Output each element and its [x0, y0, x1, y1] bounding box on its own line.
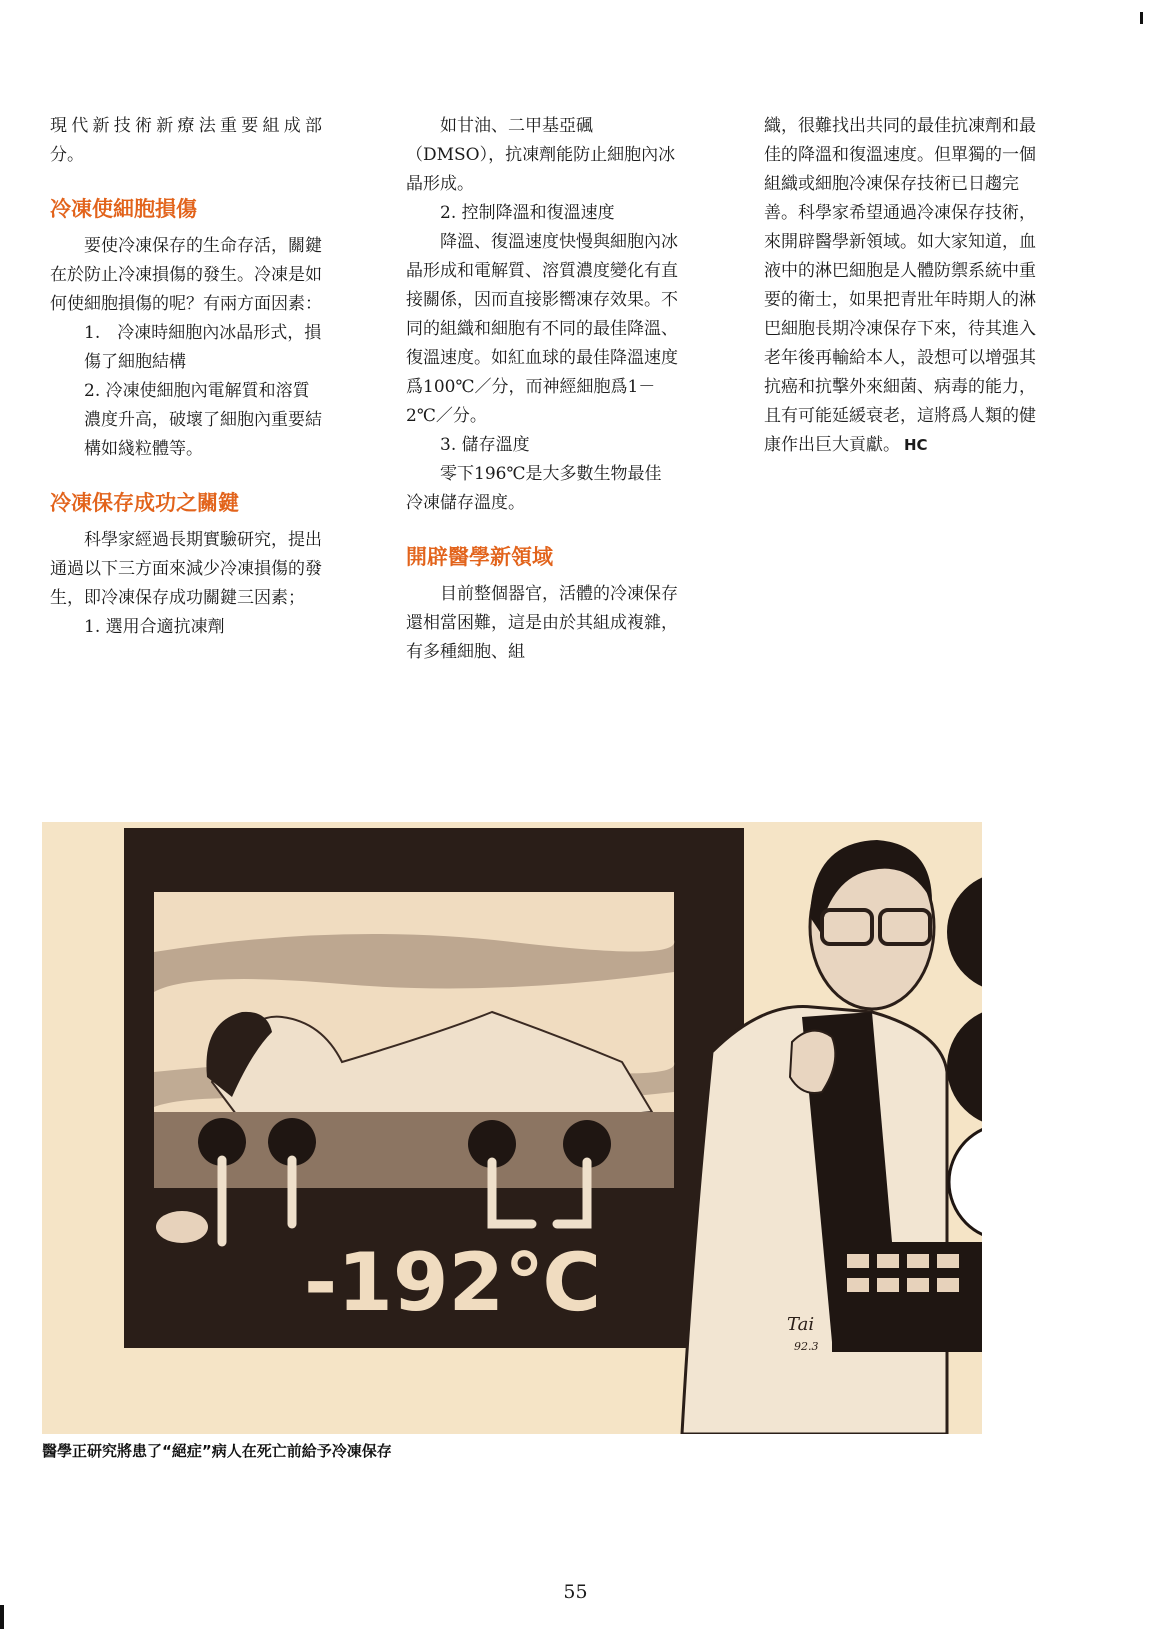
paragraph: 3. 儲存溫度	[440, 435, 530, 455]
paragraph: 2. 控制降溫和復溫速度	[440, 203, 615, 223]
scan-edge-mark	[1140, 12, 1143, 24]
text-column-1	[50, 112, 322, 642]
temperature-label: -192℃	[304, 1236, 602, 1329]
section-heading: 冷凍使細胞損傷	[50, 197, 197, 221]
artist-signature: Tai	[787, 1314, 815, 1335]
paragraph: 如甘油、二甲基亞碸（DMSO），抗凍劑能防止細胞內冰晶形成。	[406, 116, 676, 194]
paragraph: 1. 冷凍時細胞內冰晶形式，損傷了細胞結構	[84, 323, 322, 372]
paragraph: 分。	[50, 145, 84, 165]
section-heading: 冷凍保存成功之關鍵	[50, 491, 239, 515]
paragraph: 目前整個器官，活體的冷凍保存還相當困難，這是由於其組成複雜，有多種細胞、組	[406, 584, 678, 662]
text-column-3	[764, 112, 1036, 460]
paragraph: 現代新技術新療法重要組成部	[50, 116, 322, 136]
paragraph: 要使冷凍保存的生命存活，關鍵在於防止冷凍損傷的發生。冷凍是如何使細胞損傷的呢？有兩方面因素：	[50, 236, 322, 314]
artist-date: 92.3	[794, 1340, 819, 1353]
cryo-illustration	[42, 822, 982, 1434]
end-mark: HC	[904, 436, 928, 454]
paragraph: 1. 選用合適抗凍劑	[84, 617, 225, 637]
paragraph: 織，很難找出共同的最佳抗凍劑和最佳的降溫和復溫速度。但單獨的一個組織或細胞冷凍保存技術已日趨完善。科學家希望通過冷凍保存技術，來開辟醫學新領域。如大家知道，血液中的淋巴細胞是人體防禦系統中重要的衛士，如果把青壯年時期人的淋巴細胞長期冷凍保存下來，待其進入老年後再輸給本人，設想可以增强其抗癌和抗擊外來細菌、病毒的能力，且有可能延緩衰老，這將爲人類的健康作出巨大貢獻。 HC	[764, 116, 1036, 455]
text-column-2	[406, 112, 678, 667]
page-number: 55	[563, 1581, 588, 1603]
scan-edge-mark	[0, 1605, 4, 1629]
paragraph: 降溫、復溫速度快慢與細胞內冰晶形成和電解質、溶質濃度變化有直接關係，因而直接影嚮凍存效果。不同的組織和細胞有不同的最佳降溫、復溫速度。如紅血球的最佳降溫速度爲100℃／分，而神經細胞爲1－2℃／分。	[406, 232, 678, 426]
figure-caption: 醫學正研究將患了“絕症”病人在死亡前給予冷凍保存	[42, 1442, 392, 1460]
paragraph: 零下196℃是大多數生物最佳冷凍儲存溫度。	[406, 464, 662, 513]
paragraph: 2. 冷凍使細胞內電解質和溶質濃度升高，破壞了細胞內重要結構如綫粒體等。	[84, 381, 322, 459]
section-heading: 開辟醫學新領域	[406, 545, 553, 569]
paragraph: 科學家經過長期實驗研究，提出通過以下三方面來減少冷凍損傷的發生，即冷凍保存成功關鍵三因素；	[50, 530, 322, 608]
